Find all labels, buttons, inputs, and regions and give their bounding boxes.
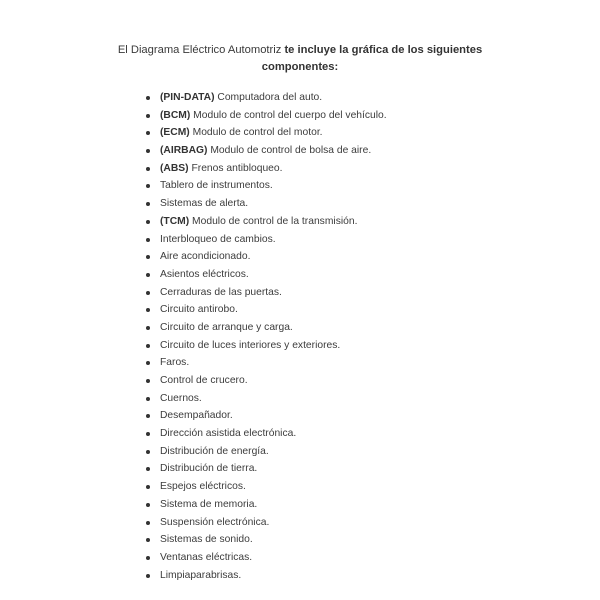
item-text: Modulo de control del cuerpo del vehículo. (190, 109, 387, 121)
item-text: Cuernos. (160, 392, 202, 404)
bullet-icon (146, 149, 150, 153)
item-text: Distribución de tierra. (160, 463, 258, 475)
intro-paragraph (110, 42, 490, 76)
item-text: Sistemas de alerta. (160, 198, 249, 210)
item-text: Asientos eléctricos. (160, 268, 249, 280)
item-code: (AIRBAG) (160, 145, 208, 157)
item-text: Circuito de luces interiores y exteriores. (160, 339, 341, 351)
bullet-icon (146, 432, 150, 436)
list-item (146, 213, 387, 231)
list-item (146, 567, 387, 585)
list-item (146, 372, 387, 390)
bullet-icon (146, 556, 150, 560)
bullet-icon (146, 202, 150, 206)
item-text: Control de crucero. (160, 375, 248, 386)
bullet-icon (146, 273, 150, 277)
item-text: Desempañador. (160, 410, 233, 422)
bullet-icon (146, 397, 150, 401)
item-code: (ECM) (160, 127, 190, 139)
item-text: Faros. (160, 357, 190, 369)
item-code: (ABS) (160, 162, 189, 174)
bullet-icon (146, 114, 150, 118)
list-item (146, 89, 387, 107)
list-item (146, 407, 387, 425)
item-text: Modulo de control de la transmisión. (189, 215, 358, 227)
list-item (146, 514, 387, 532)
list-item (146, 177, 387, 195)
bullet-icon (146, 521, 150, 525)
list-item (146, 425, 387, 443)
item-text: Computadora del auto. (214, 92, 323, 103)
item-text: Sistema de memoria. (160, 498, 258, 510)
bullet-icon (146, 291, 150, 295)
list-item (146, 531, 387, 549)
bullet-icon (146, 326, 150, 330)
list-item (146, 460, 387, 478)
list-item (146, 160, 387, 178)
list-item (146, 354, 387, 372)
bullet-icon (146, 96, 150, 100)
bullet-icon (146, 184, 150, 188)
bullet-icon (146, 255, 150, 259)
bullet-icon (146, 167, 150, 171)
bullet-icon (146, 379, 150, 383)
item-text: Dirección asistida electrónica. (160, 428, 297, 440)
bullet-icon (146, 344, 150, 348)
list-item (146, 266, 387, 284)
bullet-icon (146, 220, 150, 224)
item-text: Tablero de instrumentos. (160, 180, 273, 192)
item-text: Cerraduras de las puertas. (160, 286, 282, 298)
item-text: Circuito de arranque y carga. (160, 321, 293, 333)
item-text: Aire acondicionado. (160, 251, 251, 263)
bullet-icon (146, 467, 150, 471)
bullet-icon (146, 361, 150, 365)
list-item (146, 124, 387, 142)
bullet-icon (146, 485, 150, 489)
list-item (146, 390, 387, 408)
list-item (146, 549, 387, 567)
item-text: Distribución de energía. (160, 445, 269, 457)
bullet-icon (146, 414, 150, 418)
list-item (146, 443, 387, 461)
list-item (146, 107, 387, 125)
list-item (146, 248, 387, 266)
bullet-icon (146, 238, 150, 242)
list-item (146, 337, 387, 355)
item-text: Ventanas eléctricas. (160, 551, 253, 563)
bullet-icon (146, 131, 150, 135)
item-text: Circuito antirobo. (160, 304, 238, 316)
item-text: Modulo de control del motor. (189, 127, 323, 139)
bullet-icon (146, 450, 150, 454)
bullet-icon (146, 503, 150, 507)
intro-normal-text: El Diagrama Eléctrico Automotriz (117, 44, 285, 56)
list-item (146, 301, 387, 319)
item-text: Frenos antibloqueo. (188, 162, 283, 174)
bullet-icon (146, 574, 150, 578)
list-item (146, 496, 387, 514)
bullet-icon (146, 308, 150, 312)
component-list (146, 89, 387, 584)
list-item (146, 319, 387, 337)
list-item (146, 231, 387, 249)
item-code: (PIN-DATA) (160, 92, 215, 103)
item-text: Interbloqueo de cambios. (160, 233, 276, 245)
item-text: Modulo de control de bolsa de aire. (207, 145, 372, 157)
list-item (146, 284, 387, 302)
list-item (146, 478, 387, 496)
item-text: Suspensión electrónica. (160, 516, 270, 528)
item-text: Espejos eléctricos. (160, 481, 246, 493)
list-item (146, 195, 387, 213)
list-item (146, 142, 387, 160)
intro-bold-text: te incluye la gráfica de los siguientes componentes: (261, 44, 483, 73)
bullet-icon (146, 538, 150, 542)
item-code: (TCM) (160, 215, 190, 227)
item-code: (BCM) (160, 109, 191, 121)
item-text: Limpiaparabrisas. (160, 569, 242, 581)
item-text: Sistemas de sonido. (160, 534, 253, 546)
